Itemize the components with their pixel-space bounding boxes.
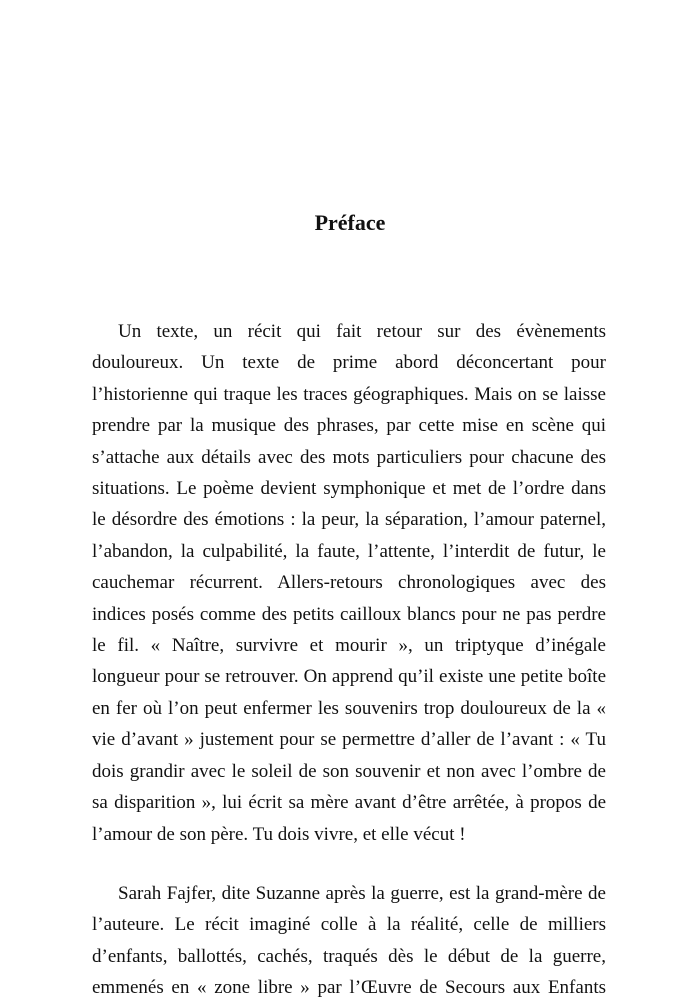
paragraph-2: Sarah Fajfer, dite Suzanne après la guerre, est la grand-mère de l’auteure. Le récit imaginé colle à la réalité, celle de milliers d’enfants, ballottés, cachés, traqués dès le début de la guerre, emmenés en « zone libre » par l’Œuvre de Secours aux Enfants	[92, 882, 606, 999]
paragraph-1: Un texte, un récit qui fait retour sur des évènements douloureux. Un texte de prime abord déconcertant pour l’historienne qui traque les traces géographiques. Mais on se laisse prendre par la musique des phrases, par cette mise en scène qui s’attache aux détails avec des mots particuliers pour chacune des situations. Le poème devient symphonique et met de l’ordre dans le désordre des émotions : la peur, la séparation, l’amour paternel, l’abandon, la culpabilité, la faute, l’attente, l’interdit de futur, le cauchemar récurrent. Allers-retours chronologiques avec des indices posés comme des petits cailloux blancs pour ne pas perdre le fil. « Naître, survivre et mourir », un triptyque d’inégale longueur pour se retrouver. On apprend qu’il existe une petite boîte en fer où l’on peut enfermer les souvenirs trop douloureux de la « vie d’avant » justement pour se permettre d’aller de l’avant : « Tu dois grandir avec le soleil de son souvenir et non avec l’ombre de sa disparition », lui écrit sa mère avant d’être arrêtée, à propos de l’amour de son père. Tu dois vivre, et elle vécut !	[92, 321, 606, 845]
body-text	[92, 316, 606, 1004]
page-title: Préface	[314, 210, 386, 235]
